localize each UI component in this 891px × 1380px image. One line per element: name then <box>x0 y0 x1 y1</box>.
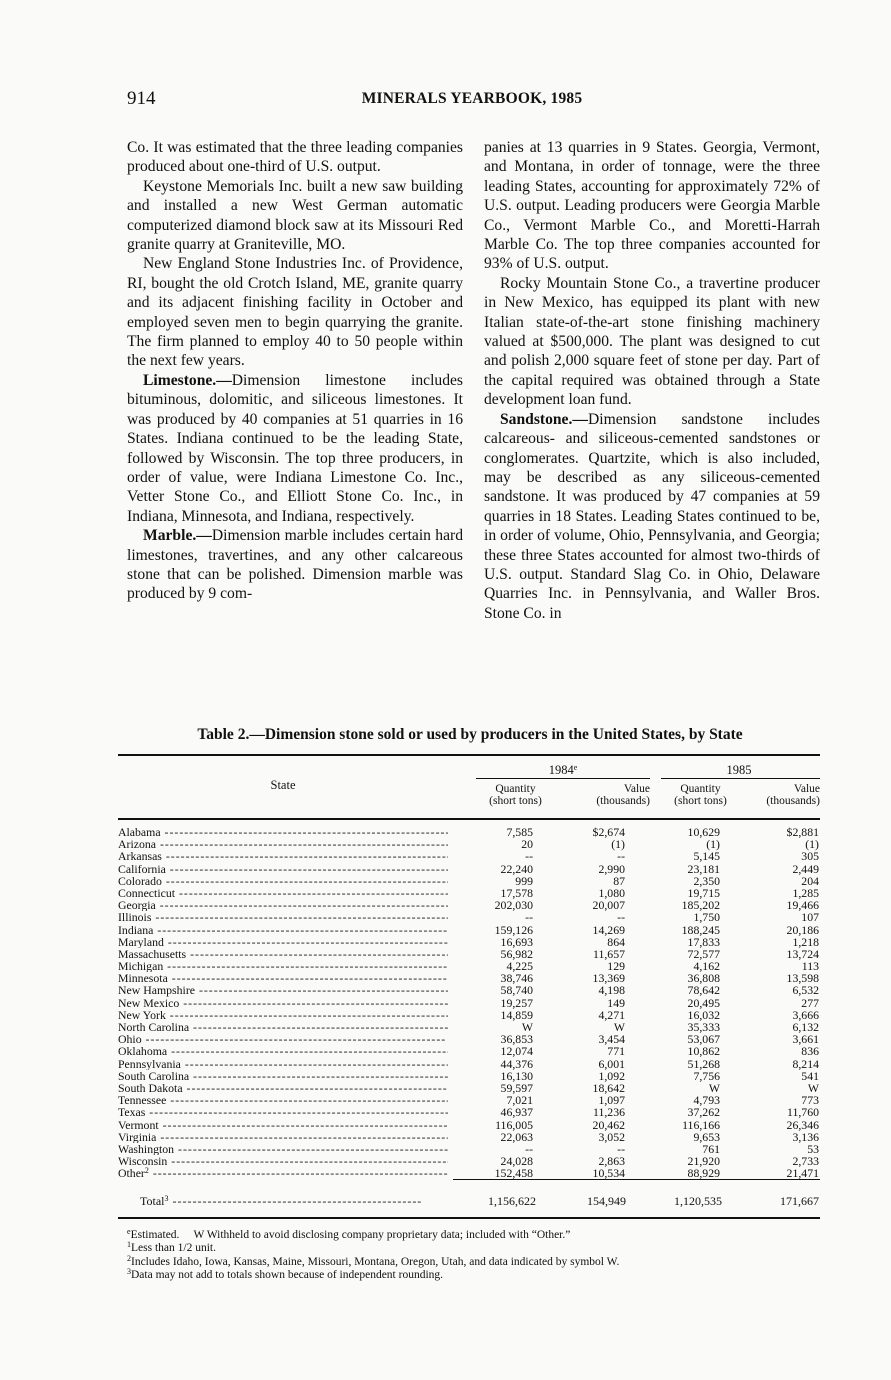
quantity-1985: 188,245 <box>681 922 720 937</box>
paragraph-limestone <box>127 371 463 526</box>
section-heading-limestone: Limestone.— <box>143 371 232 389</box>
paragraph-text: Dimension sandstone includes calcareous- and siliceous-cemented sandstones or conglomerates. Quartzite, which is also included, may be described as any siliceous-cemented sandstone. It was produced by 47 companies at 59 quarries in 18 States. Leading States continued to be, in order of volume, Ohio, Pennsylvania, and Georgia; these three States accounted for almost two-thirds of U.S. output. Standard Slag Co. in Ohio, Delaware Quarries Inc. in Pennsylvania, and Waller Bros. Stone Co. in <box>484 410 820 622</box>
value-1985: $2,881 <box>786 825 819 839</box>
table-row <box>118 1167 820 1179</box>
quantity-1984: 12,074 <box>500 1044 533 1059</box>
state-name: Texas ----- <box>118 1106 448 1118</box>
quantity-1984: -- <box>525 849 533 864</box>
quantity-1984: 4,225 <box>506 959 533 974</box>
data-table <box>118 754 820 1219</box>
paragraph: Keystone Memorials Inc. built a new saw building and installed a new West German automatic computerized diamond block saw at its Missouri Red granite quarry at Graniteville, MO. <box>127 177 463 254</box>
table-row <box>118 850 820 862</box>
table-row <box>118 924 820 936</box>
value-1984: 20,007 <box>592 898 625 913</box>
value-1984: 771 <box>607 1044 625 1059</box>
quantity-1984: 38,746 <box>500 971 533 986</box>
value-1984: -- <box>617 1141 625 1156</box>
state-name: Colorado ----- <box>118 875 448 887</box>
quantity-1984: 58,740 <box>500 983 533 998</box>
state-name: New Mexico ----- <box>118 997 448 1009</box>
value-1985: 107 <box>801 910 819 925</box>
value-1984: 11,657 <box>592 946 625 961</box>
paragraph-text: Dimension limestone includes bituminous, dolomitic, and siliceous limestones. It was produced by 40 companies at 51 quarries in 16 States. Indiana continued to be the leading State, followed by Wisconsin. The top three producers, in order of value, were Indiana Limestone Co. Inc., Vetter Stone Co., and Elliott Stone Co. Inc., in Indiana, Minnesota, and Indiana, respectively. <box>127 371 463 525</box>
quantity-1985: 4,793 <box>693 1093 720 1108</box>
quantity-1984: 59,597 <box>500 1080 533 1095</box>
quantity-1985: 761 <box>702 1141 720 1156</box>
quantity-1984: 16,693 <box>500 934 533 949</box>
state-name: Alabama ----- <box>118 826 448 838</box>
value-1984: 129 <box>607 959 625 974</box>
total-value-1985: 171,667 <box>780 1194 819 1209</box>
quantity-1984: 202,030 <box>494 898 533 913</box>
value-1984: 6,001 <box>598 1056 625 1071</box>
state-name: South Carolina ----- <box>118 1070 448 1082</box>
value-1985: 6,132 <box>792 1020 819 1034</box>
state-name: North Carolina ----- <box>118 1021 448 1033</box>
footnote-3: $^3$Data may not add to totals shown because of independent rounding. <box>127 1266 444 1281</box>
value-1985: 3,136 <box>792 1129 819 1144</box>
value-1985: W <box>807 1080 819 1095</box>
quantity-1985: 7,756 <box>693 1068 720 1083</box>
value-1984: $2,674 <box>592 825 625 839</box>
value-1985: 3,661 <box>792 1032 819 1047</box>
quantity-1985: 35,333 <box>687 1020 720 1034</box>
value-1984: 2,863 <box>598 1154 625 1169</box>
value-1985: 6,532 <box>792 983 819 998</box>
value-1985: 541 <box>801 1068 819 1083</box>
value-header-1985: Value (thousands) <box>766 783 820 807</box>
quantity-1985: 23,181 <box>687 861 720 876</box>
value-1985: 2,449 <box>792 861 819 876</box>
state-name: Other$^2$ ----- <box>118 1167 448 1179</box>
state-name: Arkansas ----- <box>118 850 448 862</box>
quantity-1984: 56,982 <box>500 946 533 961</box>
quantity-1984: -- <box>525 1141 533 1156</box>
quantity-1985: 51,268 <box>687 1056 720 1071</box>
section-heading-sandstone: Sandstone.— <box>500 410 588 428</box>
state-name: South Dakota ----- <box>118 1082 448 1094</box>
table-footnotes <box>127 1229 827 1282</box>
footnote-estimated: $^e$Estimated. W Withheld to avoid disclosing company proprietary data; included with “Other.” <box>127 1227 571 1241</box>
value-1985: 13,724 <box>786 946 819 961</box>
quantity-1985: 4,162 <box>693 959 720 974</box>
table-row <box>118 997 820 1009</box>
table-row <box>118 984 820 996</box>
quantity-header-1985: Quantity (short tons) <box>674 783 727 807</box>
value-1985: 3,666 <box>792 1007 819 1022</box>
table-row <box>118 1045 820 1057</box>
value-1984: 18,642 <box>592 1080 625 1095</box>
state-name: Massachusetts ----- <box>118 948 448 960</box>
value-1985: 8,214 <box>792 1056 819 1071</box>
value-1985: 836 <box>801 1044 819 1059</box>
year-label: 1984 <box>548 763 574 777</box>
table-row <box>118 1106 820 1118</box>
quantity-1984: 14,859 <box>500 1007 533 1022</box>
quantity-1985: 21,920 <box>687 1154 720 1169</box>
quantity-1985: 10,862 <box>687 1044 720 1059</box>
quantity-1984: 22,240 <box>500 861 533 876</box>
table-title: Table 2.—Dimension stone sold or used by producers in the United States, by State <box>197 726 743 743</box>
state-name: Michigan ----- <box>118 960 448 972</box>
state-name: Washington ----- <box>118 1143 448 1155</box>
paragraph: Co. It was estimated that the three leading companies produced about one-third of U.S. output. <box>127 139 463 176</box>
quantity-1984: -- <box>525 910 533 925</box>
value-1985: 204 <box>801 873 819 888</box>
value-header-1984: Value (thousands) <box>596 783 650 807</box>
value-1985: 1,285 <box>792 885 819 900</box>
table-bottom-rule <box>118 1217 820 1219</box>
quantity-1984: 36,853 <box>500 1032 533 1047</box>
value-1984: 149 <box>607 995 625 1010</box>
value-1984: 1,097 <box>598 1093 625 1108</box>
total-quantity-1984: 1,156,622 <box>488 1194 536 1209</box>
quantity-1985: 16,032 <box>687 1007 720 1022</box>
value-1984: 10,534 <box>592 1166 625 1181</box>
value-1984: 2,990 <box>598 861 625 876</box>
state-name: Virginia ----- <box>118 1131 448 1143</box>
quantity-1984: 20 <box>521 837 533 852</box>
value-1985: 1,218 <box>792 934 819 949</box>
quantity-1985: 1,750 <box>693 910 720 925</box>
quantity-1985: 116,166 <box>682 1117 720 1132</box>
value-1984: 1,092 <box>598 1068 625 1083</box>
quantity-1985: 17,833 <box>687 934 720 949</box>
value-1985: 277 <box>801 995 819 1010</box>
quantity-1985: 19,715 <box>687 885 720 900</box>
quantity-1984: 159,126 <box>494 922 533 937</box>
year-rule <box>661 778 820 779</box>
value-1985: 305 <box>801 849 819 864</box>
state-name: Pennsylvania ----- <box>118 1058 448 1070</box>
quantity-1984: 7,021 <box>506 1093 533 1108</box>
value-1985: 19,466 <box>786 898 819 913</box>
footnote-withheld: W Withheld to avoid disclosing company proprietary data; included with “Other.” <box>193 1229 571 1241</box>
year-rule <box>476 778 650 779</box>
value-1985: 20,186 <box>786 922 819 937</box>
quantity-1984: 17,578 <box>500 885 533 900</box>
table-body <box>118 820 820 1179</box>
year-1984-header <box>473 763 653 778</box>
value-1984: (1) <box>611 837 625 852</box>
footnote-1: $^1$Less than 1/2 unit. <box>127 1240 216 1255</box>
quantity-1984: 22,063 <box>500 1129 533 1144</box>
quantity-1985: 2,350 <box>693 873 720 888</box>
quantity-1985: 20,495 <box>687 995 720 1010</box>
page-header <box>127 88 817 112</box>
quantity-1984: 44,376 <box>500 1056 533 1071</box>
value-1984: 4,271 <box>598 1007 625 1022</box>
total-row <box>118 1189 820 1213</box>
table-header <box>118 756 820 818</box>
quantity-1984: 116,005 <box>495 1117 533 1132</box>
quantity-1984: 152,458 <box>494 1166 533 1181</box>
state-name: Connecticut ----- <box>118 887 448 899</box>
quantity-1984: 999 <box>515 873 533 888</box>
value-1984: 4,198 <box>598 983 625 998</box>
state-name: Minnesota ----- <box>118 972 448 984</box>
state-name: Vermont ----- <box>118 1119 448 1131</box>
paragraph-marble <box>127 526 463 604</box>
state-name: Arizona ----- <box>118 838 448 850</box>
quantity-1985: 53,067 <box>687 1032 720 1047</box>
value-1984: 1,080 <box>598 885 625 900</box>
value-1984: 3,052 <box>598 1129 625 1144</box>
estimated-mark: e <box>573 763 578 772</box>
value-1984: W <box>613 1020 625 1034</box>
state-name: New Hampshire ----- <box>118 984 448 996</box>
quantity-1985: 185,202 <box>681 898 720 913</box>
value-1984: 13,369 <box>592 971 625 986</box>
paragraph-text: Dimension marble includes certain hard limestones, travertines, and any other calcareous stone that can be polished. Dimension marble was produced by 9 com- <box>127 527 463 603</box>
quantity-1985: 72,577 <box>687 946 720 961</box>
paragraph: panies at 13 quarries in 9 States. Georgia, Vermont, and Montana, in order of tonnage, were the three leading States, accounting for approximately 72% of U.S. output. Leading producers were Georgia Marble Co., Vermont Marble Co., and Moretti-Harrah Marble Co. The top three companies accounted for 93% of U.S. output. <box>484 139 820 273</box>
quantity-1985: 78,642 <box>687 983 720 998</box>
footnote-2: $^2$Includes Idaho, Iowa, Kansas, Maine, Missouri, Montana, Oregon, Utah, and data indicated by symbol W. <box>127 1253 620 1268</box>
state-name: Maryland ----- <box>118 936 448 948</box>
sum-rule <box>453 1179 820 1180</box>
value-1985: 13,598 <box>786 971 819 986</box>
value-1985: 11,760 <box>786 1105 819 1120</box>
total-quantity-1985: 1,120,535 <box>674 1194 722 1209</box>
table-row <box>118 863 820 875</box>
value-1985: 2,733 <box>792 1154 819 1169</box>
quantity-header-1984: Quantity (short tons) <box>489 783 542 807</box>
value-1984: -- <box>617 910 625 925</box>
state-name: New York ----- <box>118 1009 448 1021</box>
quantity-1984: 46,937 <box>500 1105 533 1120</box>
value-1985: 26,346 <box>786 1117 819 1132</box>
state-name: Illinois ----- <box>118 911 448 923</box>
value-1984: 11,236 <box>592 1105 625 1120</box>
value-1984: 14,269 <box>592 922 625 937</box>
value-1985: 113 <box>801 959 819 974</box>
value-1984: 87 <box>613 873 625 888</box>
quantity-1984: 16,130 <box>500 1068 533 1083</box>
state-name: Indiana ----- <box>118 924 448 936</box>
quantity-1984: 24,028 <box>500 1154 533 1169</box>
value-1985: 53 <box>807 1141 819 1156</box>
value-1985: 21,471 <box>786 1166 819 1181</box>
quantity-1984: 19,257 <box>500 995 533 1010</box>
state-name: Tennessee ----- <box>118 1094 448 1106</box>
value-1984: 864 <box>607 934 625 949</box>
paragraph: Rocky Mountain Stone Co., a travertine producer in New Mexico, has equipped its plant with new Italian state-of-the-art stone finishing machinery valued at $500,000. The plant was designed to cut and polish 2,000 square feet of stone per day. Part of the capital required was obtained through a State development loan fund. <box>484 274 820 409</box>
total-value-1984: 154,949 <box>587 1194 626 1209</box>
running-title: MINERALS YEARBOOK, 1985 <box>361 90 583 107</box>
right-column <box>484 138 820 623</box>
value-1984: 3,454 <box>598 1032 625 1047</box>
state-name: Oklahoma ----- <box>118 1045 448 1057</box>
quantity-1985: 37,262 <box>687 1105 720 1120</box>
quantity-1985: W <box>708 1080 720 1095</box>
quantity-1985: 5,145 <box>693 849 720 864</box>
table-row <box>118 911 820 923</box>
paragraph: New England Stone Industries Inc. of Providence, RI, bought the old Crotch Island, ME, granite quarry and its adjacent finishing facility in October and employed seven men to begin quarrying the granite. The firm planned to employ 40 to 50 people within the next few years. <box>127 255 463 370</box>
quantity-1984: 7,585 <box>506 825 533 839</box>
left-column <box>127 138 463 604</box>
state-column-header: State <box>270 778 296 792</box>
state-name: California ----- <box>118 863 448 875</box>
section-heading-marble: Marble.— <box>143 527 212 545</box>
value-1984: -- <box>617 849 625 864</box>
state-name: Ohio ----- <box>118 1033 448 1045</box>
total-label: Total$^3$ ----- <box>140 1189 448 1213</box>
quantity-1985: 36,808 <box>687 971 720 986</box>
state-name: Wisconsin ----- <box>118 1155 448 1167</box>
quantity-1985: 10,629 <box>687 825 720 839</box>
quantity-1985: 88,929 <box>687 1166 720 1181</box>
paragraph-sandstone <box>484 410 820 623</box>
page-number: 914 <box>127 88 156 109</box>
value-1984: 20,462 <box>592 1117 625 1132</box>
table-row <box>118 1058 820 1070</box>
quantity-1985: (1) <box>706 837 720 852</box>
quantity-1985: 9,653 <box>693 1129 720 1144</box>
value-1985: 773 <box>801 1093 819 1108</box>
value-1985: (1) <box>805 837 819 852</box>
state-name: Georgia ----- <box>118 899 448 911</box>
year-1985-header: 1985 <box>726 763 752 777</box>
quantity-1984: W <box>521 1020 533 1034</box>
table-row <box>118 1119 820 1131</box>
